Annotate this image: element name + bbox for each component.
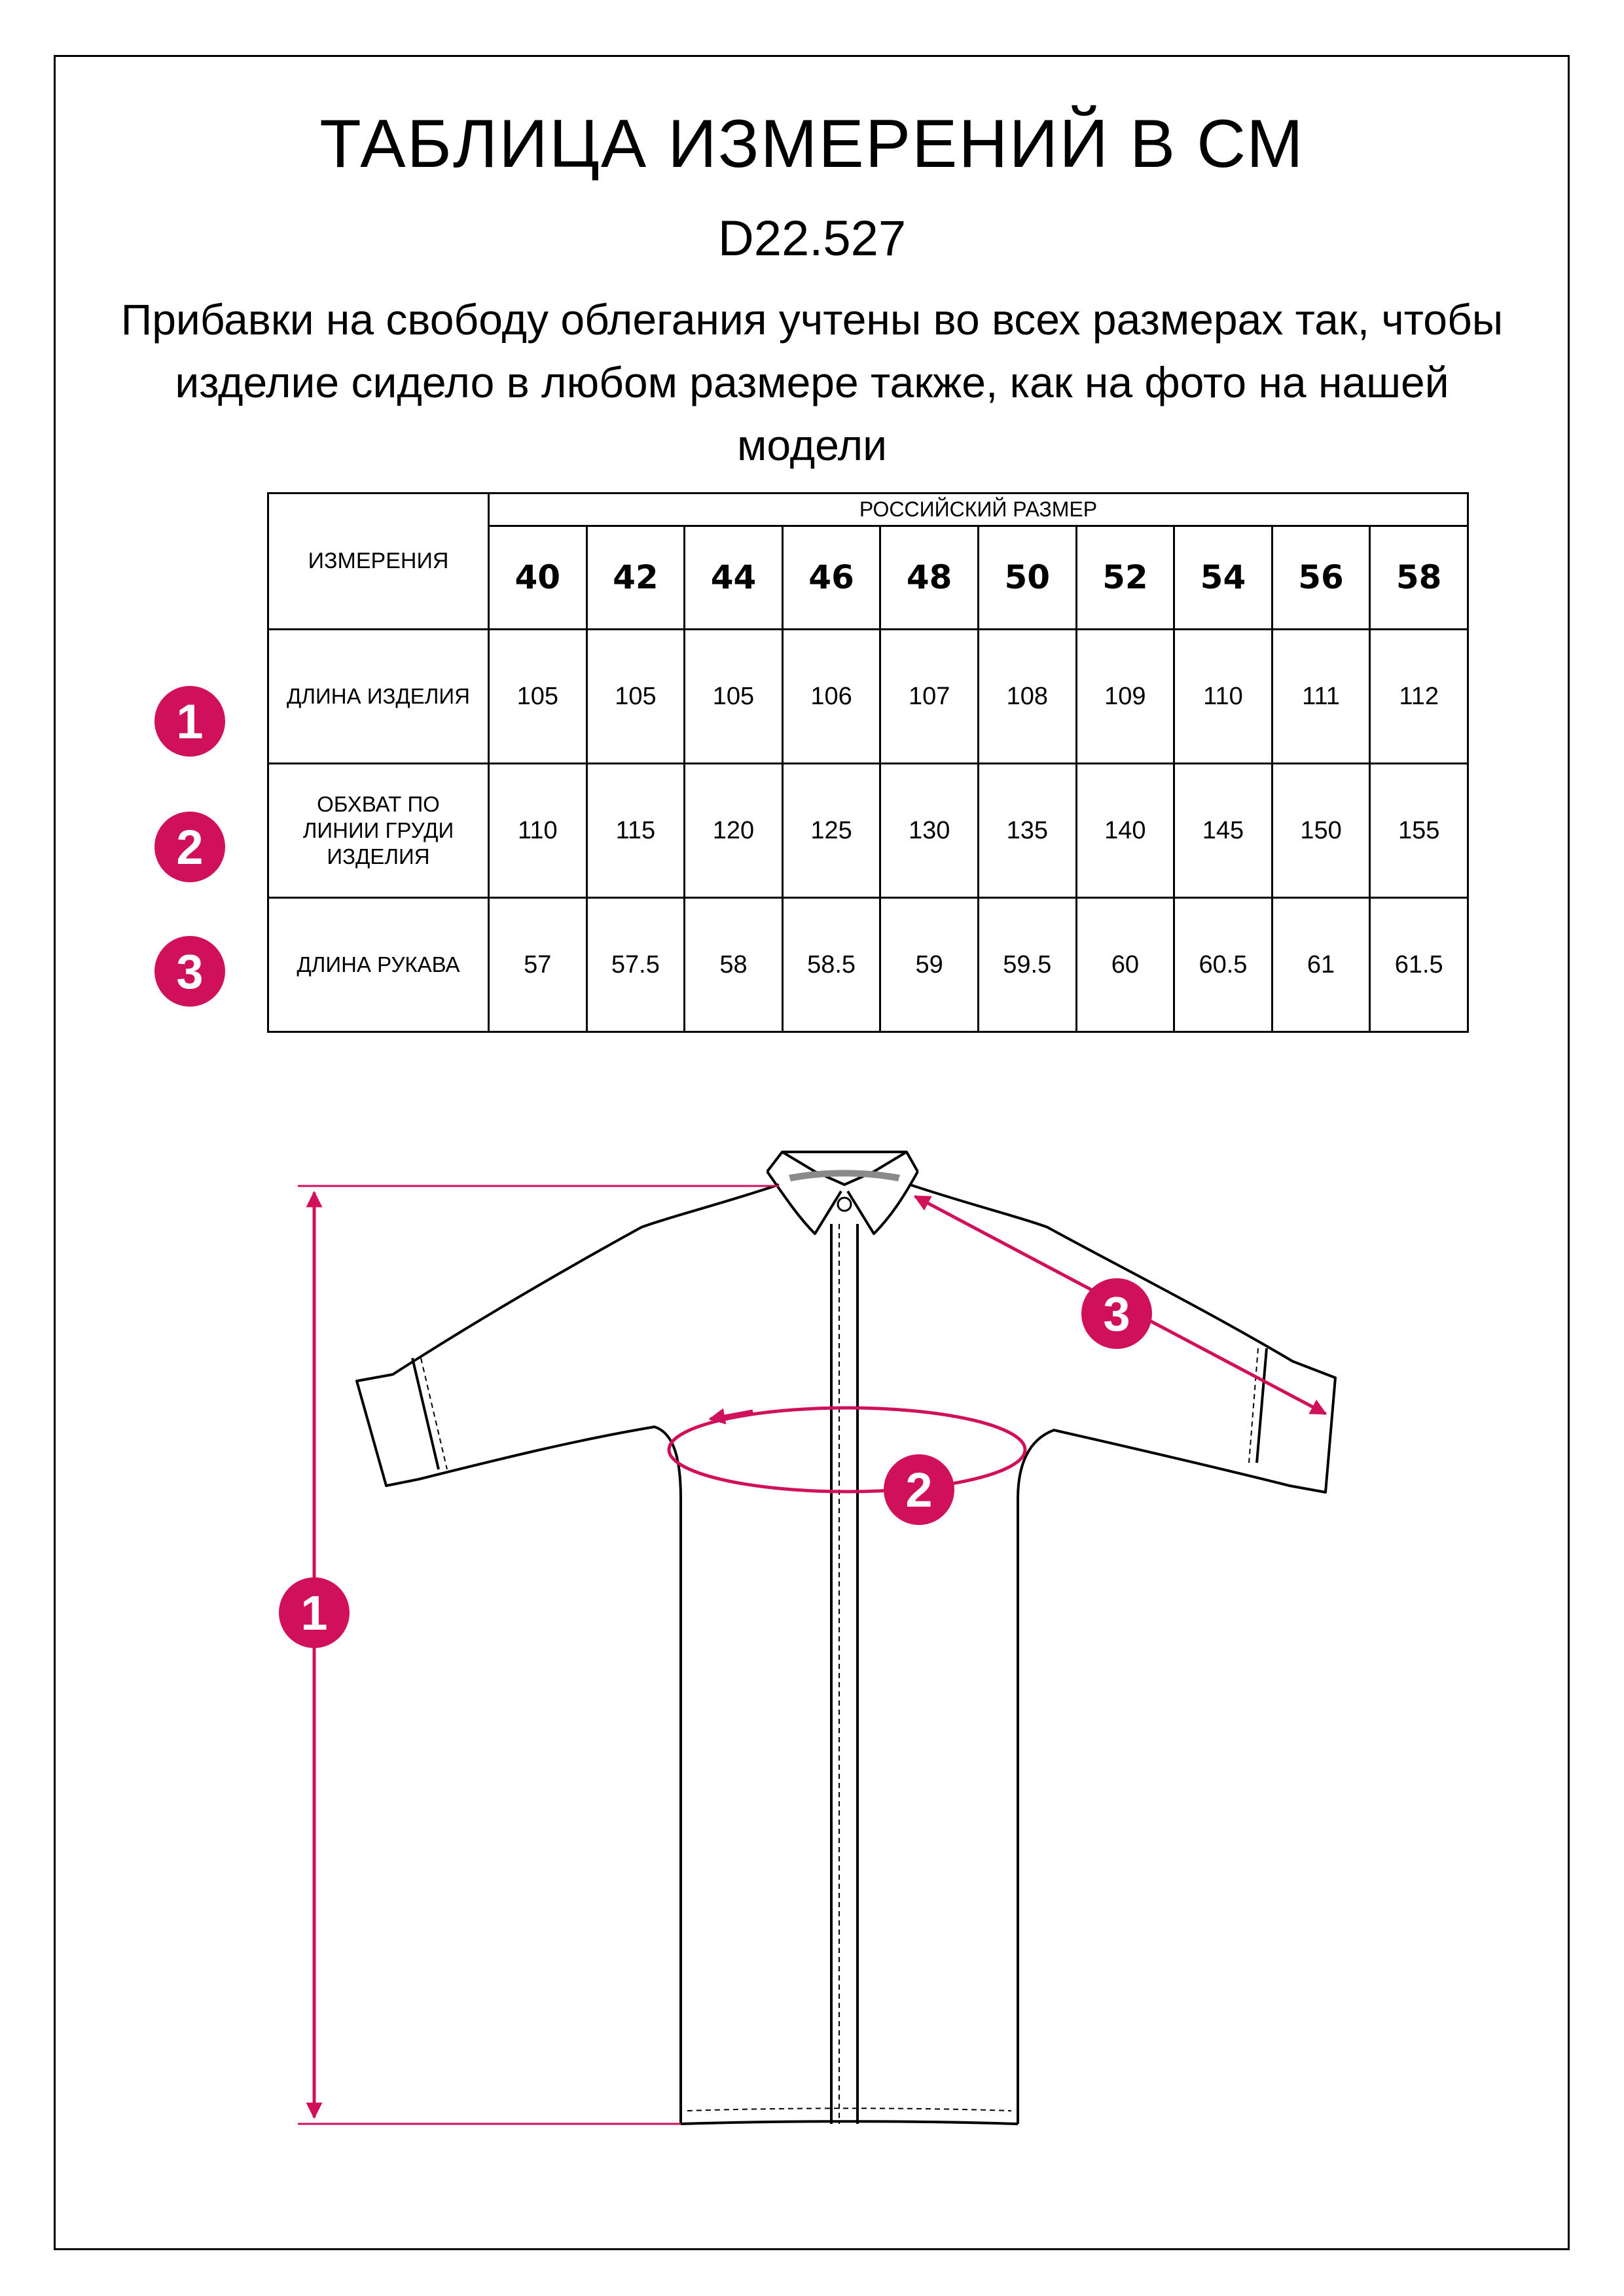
size-cell: 48: [880, 526, 979, 629]
row-badge-sleeve: 3: [154, 936, 225, 1007]
value-cell: 155: [1370, 764, 1468, 898]
size-cell: 40: [489, 526, 587, 629]
collar-band: [789, 1170, 900, 1182]
product-code: D22.527: [717, 211, 907, 266]
russian-size-header: РОССИЙСКИЙ РАЗМЕР: [489, 493, 1468, 526]
value-cell: 58: [685, 898, 783, 1032]
row-badge-length: 1: [154, 686, 225, 757]
value-cell: 112: [1370, 630, 1468, 764]
size-cell: 52: [1076, 526, 1174, 629]
length-measure: [298, 1186, 779, 2124]
row-label: ДЛИНА ИЗДЕЛИЯ: [268, 630, 489, 764]
size-cell: 44: [685, 526, 783, 629]
row-label: ДЛИНА РУКАВА: [268, 898, 489, 1032]
value-cell: 61.5: [1370, 898, 1468, 1032]
diagram-badge-chest: 2: [884, 1454, 954, 1525]
garment-outline: [357, 1152, 1335, 2124]
value-cell: 107: [880, 630, 979, 764]
size-cell: 56: [1272, 526, 1370, 629]
page-title: ТАБЛИЦА ИЗМЕРЕНИЙ В СМ: [319, 106, 1305, 182]
value-cell: 109: [1076, 630, 1174, 764]
value-cell: 105: [586, 630, 685, 764]
value-cell: 145: [1174, 764, 1272, 898]
row-label: ОБХВАТ ПО ЛИНИИ ГРУДИ ИЗДЕЛИЯ: [268, 764, 489, 898]
diagram-badge-sleeve: 3: [1081, 1278, 1152, 1349]
size-cell: 54: [1174, 526, 1272, 629]
size-cell: 42: [586, 526, 685, 629]
value-cell: 150: [1272, 764, 1370, 898]
value-cell: 59.5: [978, 898, 1076, 1032]
value-cell: 61: [1272, 898, 1370, 1032]
value-cell: 58.5: [782, 898, 880, 1032]
size-cell: 58: [1370, 526, 1468, 629]
button-icon: [838, 1198, 851, 1211]
value-cell: 106: [782, 630, 880, 764]
value-cell: 60.5: [1174, 898, 1272, 1032]
value-cell: 125: [782, 764, 880, 898]
value-cell: 135: [978, 764, 1076, 898]
size-cell: 46: [782, 526, 880, 629]
size-cell: 50: [978, 526, 1076, 629]
value-cell: 60: [1076, 898, 1174, 1032]
value-cell: 140: [1076, 764, 1174, 898]
value-cell: 110: [489, 764, 587, 898]
value-cell: 130: [880, 764, 979, 898]
stitch-lines: [421, 1224, 1258, 2124]
value-cell: 110: [1174, 630, 1272, 764]
fit-note: Прибавки на свободу облегания учтены во всех размерах так, чтобы изделие сидело в любом размере также, как на фото на нашей модели: [120, 295, 1504, 469]
value-cell: 120: [685, 764, 783, 898]
value-cell: 105: [685, 630, 783, 764]
value-cell: 115: [586, 764, 685, 898]
value-cell: 57: [489, 898, 587, 1032]
diagram-badge-length: 1: [279, 1577, 350, 1648]
value-cell: 111: [1272, 630, 1370, 764]
value-cell: 59: [880, 898, 979, 1032]
value-cell: 57.5: [586, 898, 685, 1032]
chest-measure: [669, 1408, 1025, 1492]
value-cell: 108: [978, 630, 1076, 764]
measurements-header: ИЗМЕРЕНИЯ: [268, 493, 489, 630]
row-badge-chest: 2: [154, 812, 225, 882]
value-cell: 105: [489, 630, 587, 764]
